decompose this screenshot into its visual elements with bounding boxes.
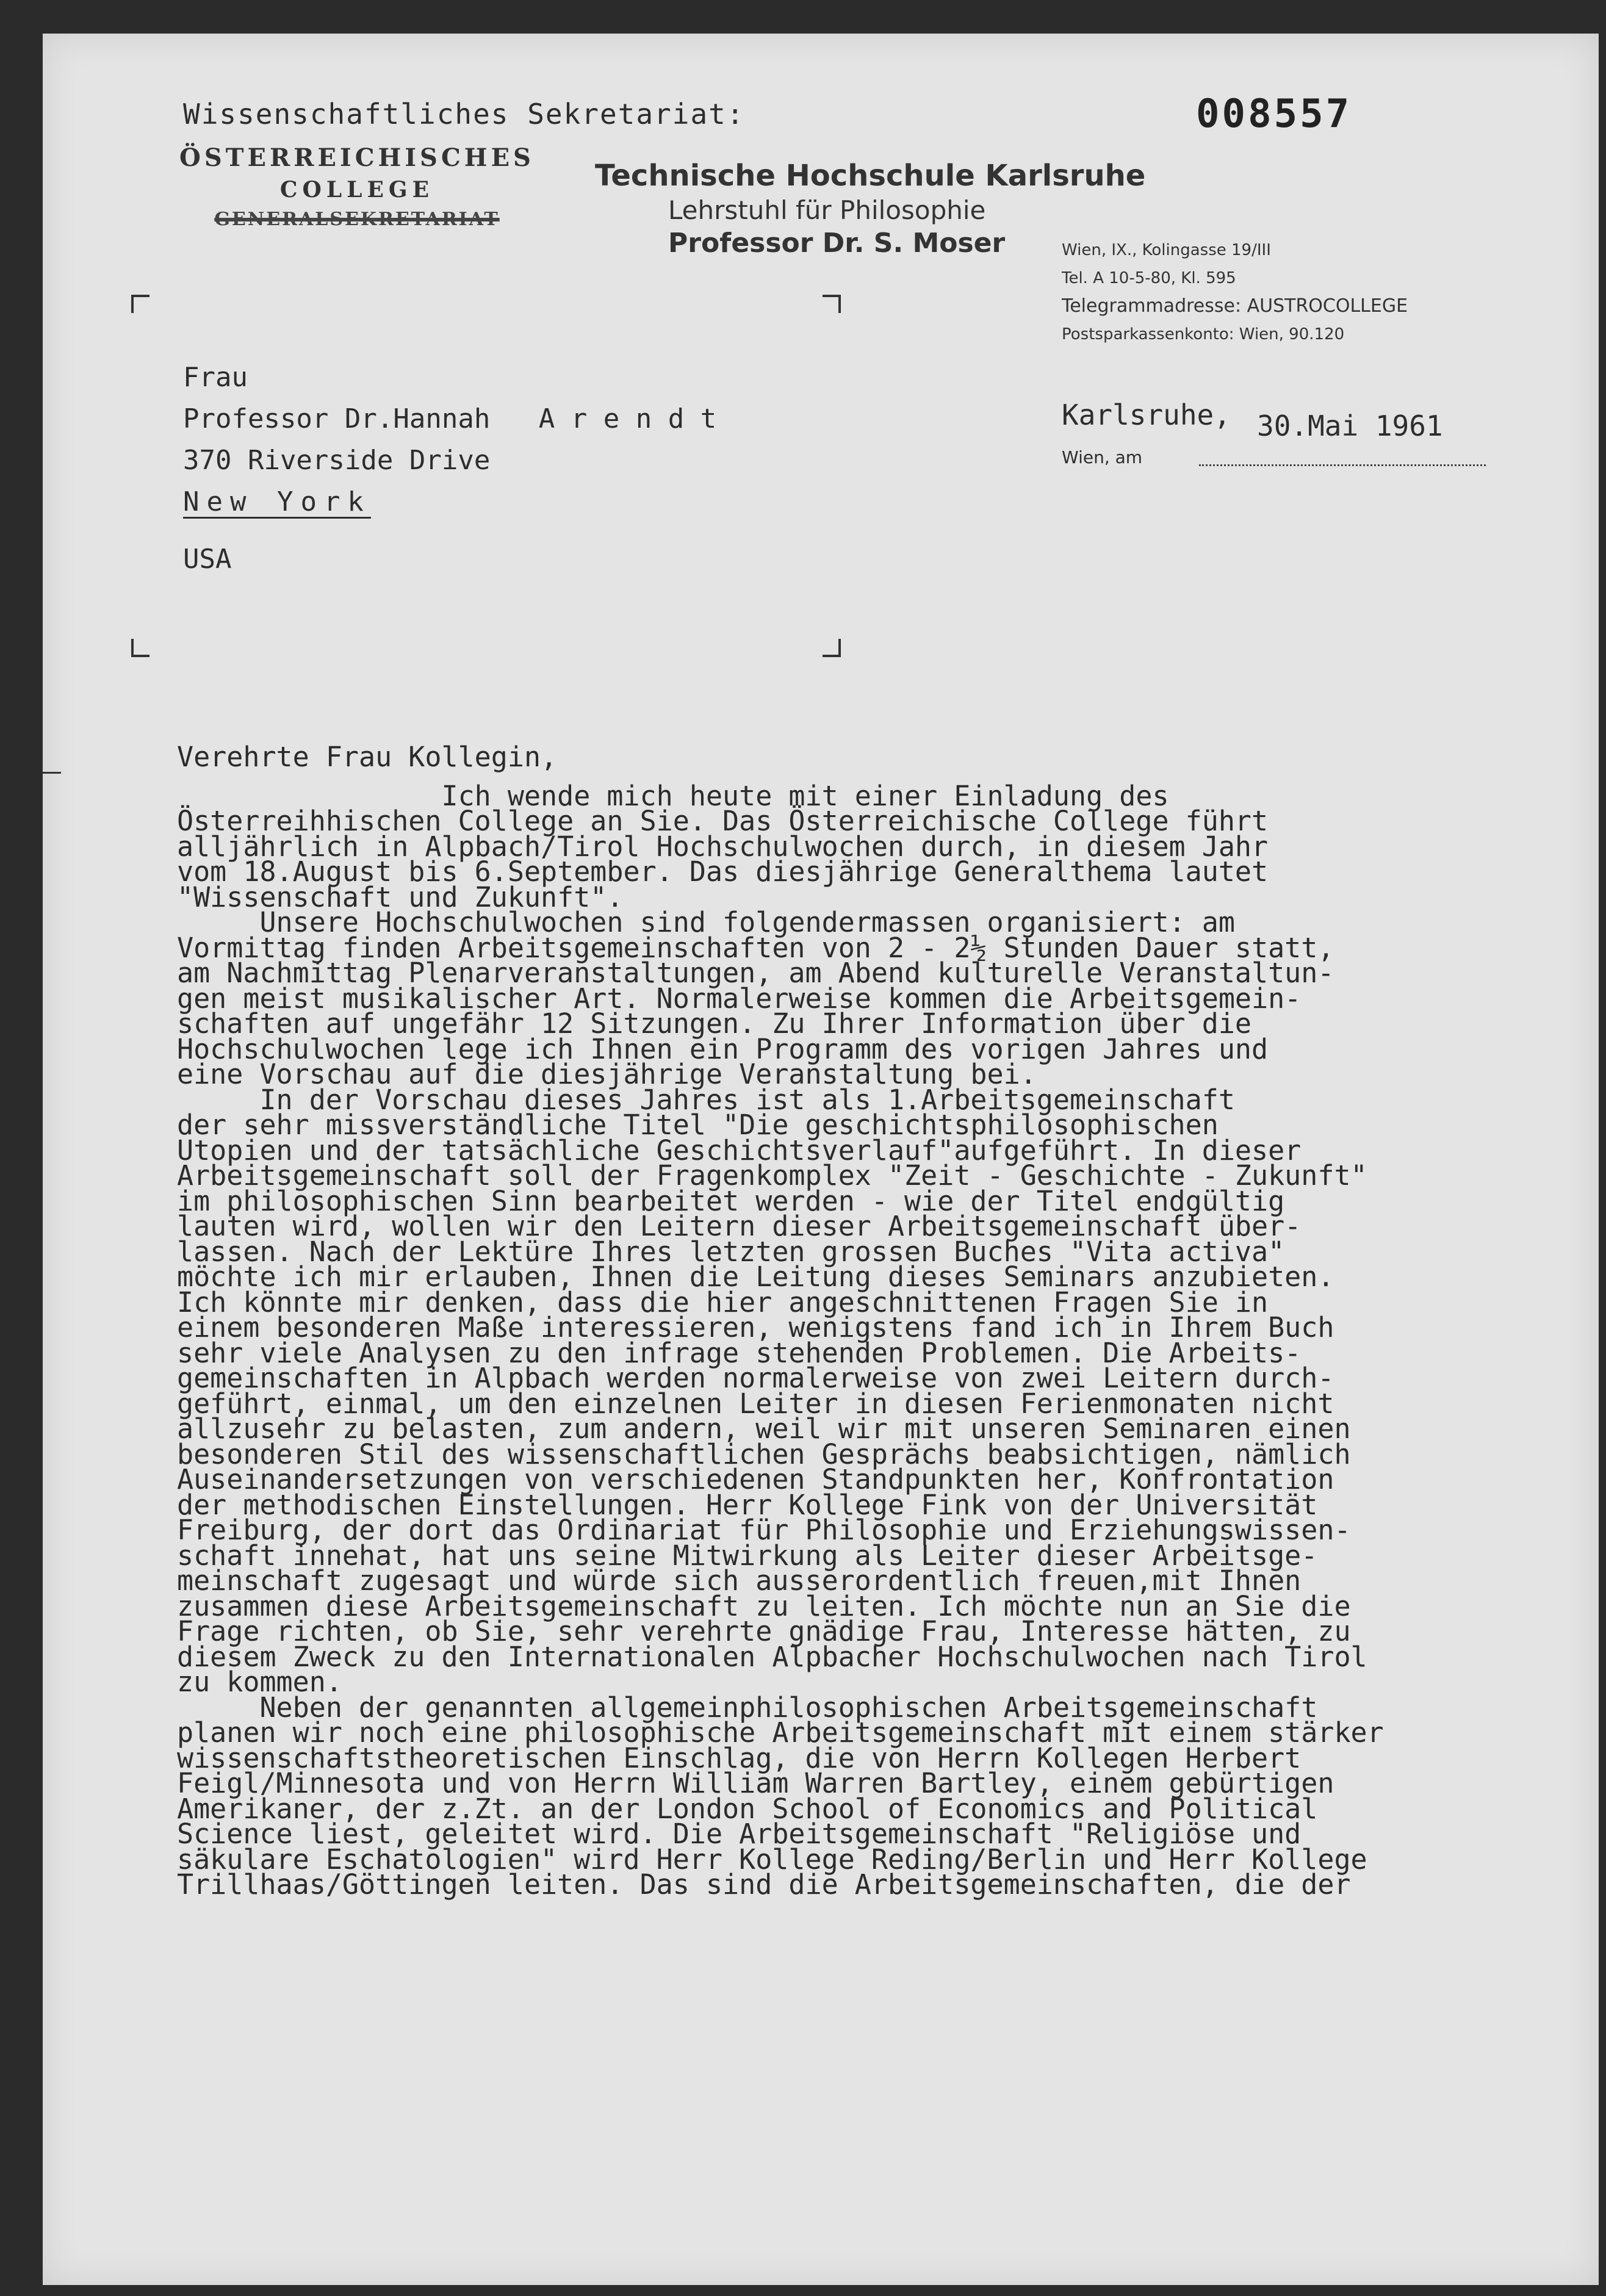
letter-body-line: zu kommen. [177, 1666, 342, 1698]
recipient-address [183, 357, 716, 580]
letter-body-line: Arbeitsgemeinschaft soll der Fragenkomplex "Zeit - Geschichte - Zukunft" [177, 1159, 1367, 1192]
letter-body-line: In der Vorschau dieses Jahres ist als 1.Arbeitsgemeinschaft [177, 1083, 1235, 1116]
date-dotted-line [1199, 464, 1486, 466]
letter-body-line: gemeinschaften in Alpbach werden normalerweise von zwei Leitern durch- [177, 1362, 1334, 1394]
address-window-corner-mark [131, 639, 149, 657]
letter-greeting: Verehrte Frau Kollegin, [177, 741, 558, 773]
letter-body-line: Österreihhischen College an Sie. Das Österreichische College führt [177, 805, 1269, 837]
letter-body-line: gen meist musikalischer Art. Normalerweise kommen die Arbeitsgemein- [177, 982, 1302, 1015]
letter-body-line: wissenschaftstheoretischen Einschlag, die von Herrn Kollegen Herbert [177, 1741, 1302, 1774]
recipient-salutation: Frau [183, 362, 248, 393]
letter-body-line: Ich könnte mir denken, dass die hier angeschnittenen Fragen Sie in [177, 1286, 1269, 1319]
letter-body-line: möchte ich mir erlauben, Ihnen die Leitung dieses Seminars anzubieten. [177, 1261, 1334, 1293]
letter-body-line: lauten wird, wollen wir den Leitern dieser Arbeitsgemeinschaft über- [177, 1210, 1302, 1242]
letterhead-address-line: Telegrammadresse: AUSTROCOLLEGE [1062, 295, 1408, 317]
letter-body-line: meinschaft zugesagt und würde sich ausserordentlich freuen,mit Ihnen [177, 1564, 1302, 1597]
college-stamp-line-3-struck: GENERALSEKRETARIAT [214, 209, 500, 230]
letter-body-line: schaften auf ungefähr 12 Sitzungen. Zu Ihrer Information über die [177, 1007, 1251, 1040]
recipient-city: New York [183, 486, 371, 517]
document-number: 008557 [1196, 92, 1352, 137]
letterhead-address-line: Postsparkassenkonto: Wien, 90.120 [1062, 325, 1345, 344]
letter-body-line: Neben der genannten allgemeinphilosophischen Arbeitsgemeinschaft [177, 1691, 1318, 1724]
sekretariat-heading: Wissenschaftliches Sekretariat: [183, 98, 745, 131]
letter-date: 30.Mai 1961 [1257, 409, 1443, 442]
letter-body-line: eine Vorschau auf die diesjährige Veranstaltung bei. [177, 1058, 1037, 1090]
letter-body-line: Frage richten, ob Sie, sehr verehrte gnädige Frau, Interesse hätten, zu [177, 1615, 1351, 1647]
letter-body-line: sehr viele Analysen zu den infrage stehenden Problemen. Die Arbeits- [177, 1336, 1302, 1369]
address-window-corner-mark [823, 295, 841, 313]
letter-body-line: Trillhaas/Göttingen leiten. Das sind die Arbeitsgemeinschaften, die der [177, 1868, 1351, 1901]
letter-body-line: Hochschulwochen lege ich Ihnen ein Programm des vorigen Jahres und [177, 1032, 1269, 1065]
letter-body-line: der methodischen Einstellungen. Herr Kollege Fink von der Universität [177, 1488, 1318, 1521]
letterhead-address-block [1062, 236, 1408, 348]
letter-body-line: lassen. Nach der Lektüre Ihres letzten grossen Buches "Vita activa" [177, 1235, 1285, 1268]
fold-mark [43, 772, 61, 774]
address-window-corner-mark [131, 295, 149, 313]
letter-body-line: Amerikaner, der z.Zt. an der London School of Economics and Political [177, 1792, 1318, 1825]
institution-stamp-line-2: Lehrstuhl für Philosophie [668, 195, 986, 225]
letter-body-line: planen wir noch eine philosophische Arbeitsgemeinschaft mit einem stärker [177, 1716, 1384, 1749]
letter-body-line: Unsere Hochschulwochen sind folgendermassen organisiert: am [177, 906, 1235, 938]
recipient-country: USA [183, 544, 232, 575]
college-letterhead-stamp [131, 143, 583, 230]
letter-body-line: geführt, einmal, um den einzelnen Leiter in diesen Ferienmonaten nicht [177, 1387, 1334, 1420]
letter-body-line: Science liest, geleitet wird. Die Arbeitsgemeinschaft "Religiöse und [177, 1818, 1302, 1850]
letter-body-line: schaft innehat, hat uns seine Mitwirkung als Leiter dieser Arbeitsge- [177, 1539, 1318, 1572]
letter-body-line: säkulare Eschatologien" wird Herr Kollege Reding/Berlin und Herr Kollege [177, 1843, 1367, 1876]
letter-body-lines [177, 779, 1586, 1901]
college-stamp-line-1: ÖSTERREICHISCHES [179, 143, 535, 172]
recipient-street: 370 Riverside Drive [183, 445, 491, 476]
letter-body-line: Vormittag finden Arbeitsgemeinschaften von 2 - 2½ Stunden Dauer statt, [177, 931, 1334, 964]
college-stamp-line-2: COLLEGE [279, 177, 434, 203]
letter-body-line: Feigl/Minnesota und von Herrn William Warren Bartley, einem gebürtigen [177, 1767, 1334, 1799]
printed-place-label: Wien, am [1062, 447, 1143, 467]
letter-body-line: am Nachmittag Plenarveranstaltungen, am Abend kulturelle Veranstaltun- [177, 957, 1334, 989]
institution-stamp-line-1: Technische Hochschule Karlsruhe [595, 159, 1146, 193]
letter-body-line: besonderen Stil des wissenschaftlichen Gesprächs beabsichtigen, nämlich [177, 1438, 1351, 1470]
letterhead-address-line: Tel. A 10-5-80, Kl. 595 [1062, 269, 1236, 287]
letter-body-line: diesem Zweck zu den Internationalen Alpbacher Hochschulwochen nach Tirol [177, 1640, 1367, 1673]
letter-body-line: allzusehr zu belasten, zum andern, weil wir mit unseren Seminaren einen [177, 1413, 1351, 1445]
institution-stamp-line-3: Professor Dr. S. Moser [668, 228, 1006, 259]
date-place: Karlsruhe, [1062, 398, 1231, 431]
letter-body-line: Utopien und der tatsächliche Geschichtsverlauf"aufgeführt. In dieser [177, 1134, 1302, 1167]
letter-body-line: einem besonderen Maße interessieren, wenigstens fand ich in Ihrem Buch [177, 1311, 1334, 1344]
address-window-corner-mark [823, 639, 841, 657]
dateline [1062, 398, 1443, 467]
letter-body-line: Freiburg, der dort das Ordinariat für Philosophie und Erziehungswissen- [177, 1514, 1351, 1546]
letter-page [43, 34, 1599, 2285]
letter-body-line: "Wissenschaft und Zukunft". [177, 880, 624, 913]
recipient-name: Professor Dr.Hannah A r e n d t [183, 403, 717, 434]
letter-body-line: zusammen diese Arbeitsgemeinschaft zu leiten. Ich möchte nun an Sie die [177, 1589, 1351, 1622]
letterhead-address-line: Wien, IX., Kolingasse 19/III [1062, 241, 1271, 259]
letter-body-line: Ich wende mich heute mit einer Einladung des [177, 779, 1169, 812]
letter-body-line: vom 18.August bis 6.September. Das diesjährige Generalthema lautet [177, 855, 1269, 888]
letter-body [177, 741, 1586, 1901]
letter-body-line: im philosophischen Sinn bearbeitet werden - wie der Titel endgültig [177, 1184, 1285, 1217]
letter-body-line: Auseinandersetzungen von verschiedenen Standpunkten her, Konfrontation [177, 1463, 1334, 1495]
letter-body-line: der sehr missverständliche Titel "Die geschichtsphilosophischen [177, 1109, 1219, 1141]
letter-body-line: alljährlich in Alpbach/Tirol Hochschulwochen durch, in diesem Jahr [177, 830, 1269, 863]
